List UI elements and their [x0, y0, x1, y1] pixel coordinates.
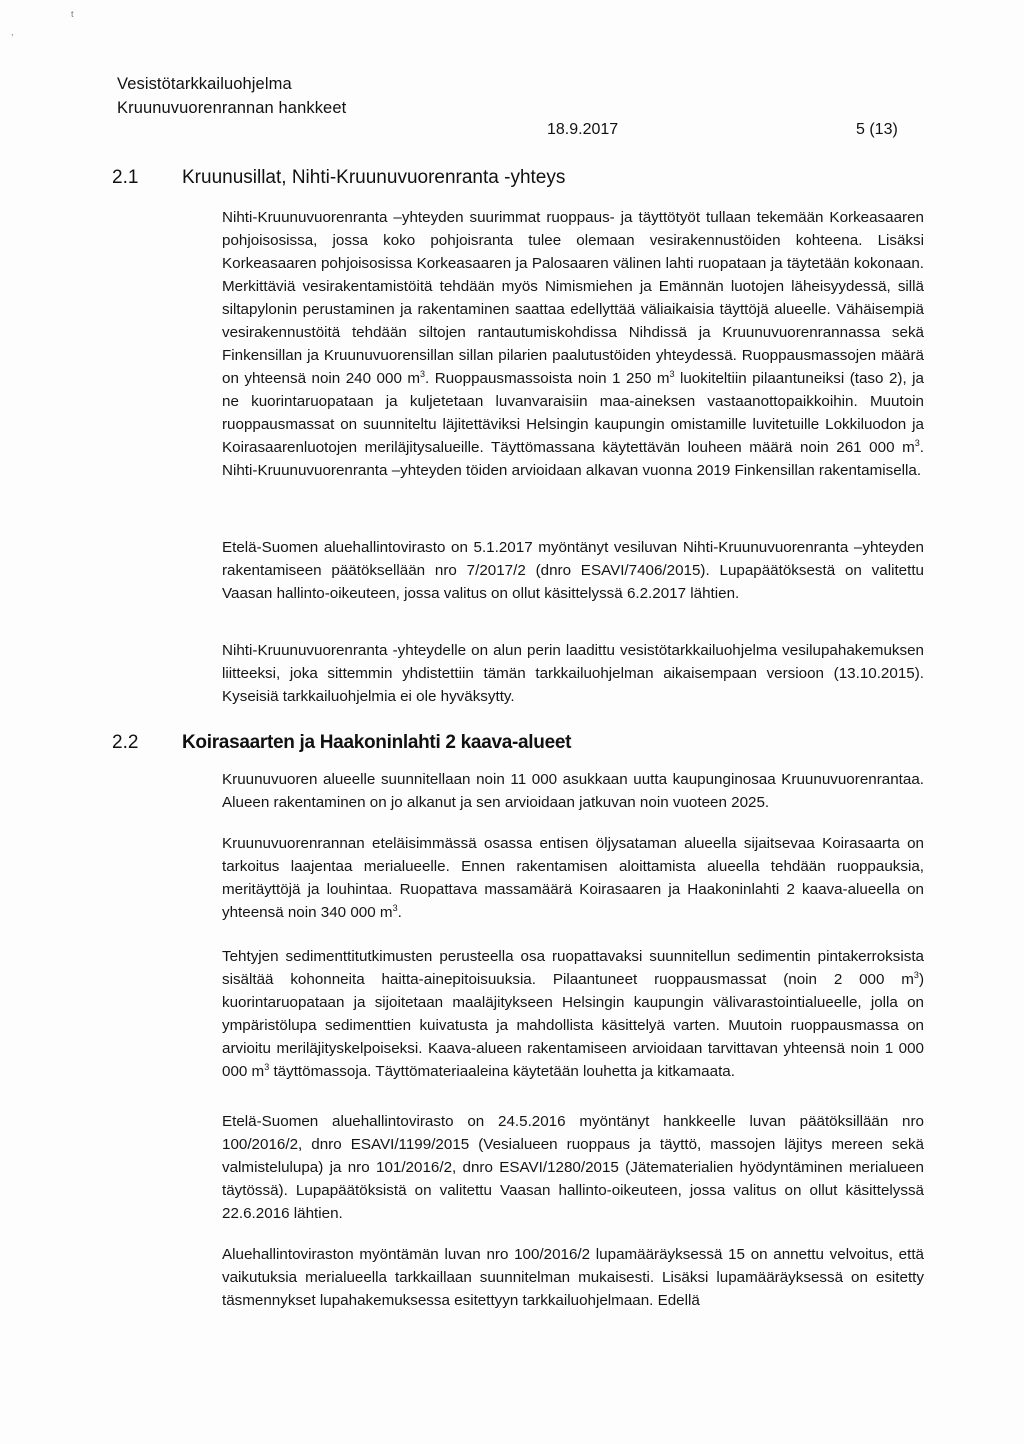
project-title: Kruunuvuorenrannan hankkeet	[117, 99, 347, 117]
section-title: Kruunusillat, Nihti-Kruunuvuorenranta -yhteys	[182, 167, 566, 188]
paragraph: Nihti-Kruunuvuorenranta –yhteyden suurimmat ruoppaus- ja täyttötyöt tullaan tekemään Korkeasaaren pohjoisosissa, jossa koko pohjoisranta tulee olemaan vesirakennustöiden kohteena. Lisäksi Korkeasaaren pohjoisosissa Korkeasaaren ja Palosaaren välinen lahti ruopataan ja täytetään kokonaan. Merkittäviä vesirakentamistöitä tehdään myös Nimismiehen ja Emännän luotojen läheisyydessä, sillä siltapylonin perustaminen ja rakentaminen saattaa edellyttää väliaikaisia täyttöjä alueelle. Vähäisempiä vesirakennustöitä tehdään siltojen rantautumiskohdissa Nihdissä ja Kruunuvuorenrannassa sekä Finkensillan ja Kruunuvuorensillan sillan pilarien paalutustöiden yhteydessä. Ruoppausmassojen määrä on yhteensä noin 240 000 $m^3$. Ruoppausmassoista noin 1 250 $m^3$ luokiteltiin pilaantuneiksi (taso 2), ja ne kuorintaruopataan ja kuljetetaan luvanvaraisiin maa-aineksen vastaanottopaikkoihin. Muutoin ruoppausmassat on suunniteltu läjitettäviksi Helsingin kaupungin omistamille luvitetuille Lokkiluodon ja Koirasaarenluotojen meriläjitysalueille. Täyttömassana käytettävän louheen määrä noin 261 000 $m^3$. Nihti-Kruunuvuorenranta –yhteyden töiden arvioidaan alkavan vuonna 2019 Finkensillan rakentamisella.	[222, 209, 924, 479]
section-number: 2.1	[112, 167, 139, 188]
scan-mark: t	[71, 9, 74, 19]
paragraph: Kruunuvuorenrannan eteläisimmässä osassa entisen öljysataman alueella sijaitsevaa Koirasaarta on tarkoitus laajentaa merialueelle. Ennen rakentamisen aloittamista alueella tehdään ruoppauksia, meritäyttöjä ja louhintaa. Ruopattava massamäärä Koirasaaren ja Haakoninlahti 2 kaava-alueella on yhteensä noin 340 000 $m^3$.	[222, 835, 924, 921]
paragraph: Tehtyjen sedimenttitutkimusten perusteella osa ruopattavaksi suunnitellun sedimentin pintakerroksista sisältää kohonneita haitta-ainepitoisuuksia. Pilaantuneet ruoppausmassat (noin 2 000 $m^3$) kuorintaruopataan ja sijoitetaan maaläjitykseen Helsingin kaupungin välivarastointialueelle, jolla on ympäristölupa sedimenttien kuivatusta ja mahdollista käsittelyä varten. Muutoin ruoppausmassa on arvioitu meriläjityskelpoiseksi. Kaava-alueen rakentamiseen arvioidaan tarvittavan yhteensä noin 1 000 000 $m^3$ täyttömassoja. Täyttömateriaaleina käytetään louhetta ja kitkamaata.	[222, 948, 924, 1080]
paragraph: Etelä-Suomen aluehallintovirasto on 24.5.2016 myöntänyt hankkeelle luvan päätöksillään nro 100/2016/2, dnro ESAVI/1199/2015 (Vesialueen ruoppaus ja täyttö, massojen läjitys mereen sekä valmistelulupa) ja nro 101/2016/2, dnro ESAVI/1280/2015 (Jätematerialien hyödyntäminen merialueen täytössä). Lupapäätöksistä on valitettu Vaasan hallinto-oikeuteen, jossa valitus on ollut käsittelyssä 22.6.2016 lähtien.	[222, 1113, 924, 1222]
page-number: 5 (13)	[856, 121, 898, 138]
document-date: 18.9.2017	[547, 121, 619, 138]
section-title: Koirasaarten ja Haakoninlahti 2 kaava-alueet	[182, 732, 572, 753]
paragraph: Nihti-Kruunuvuorenranta -yhteydelle on alun perin laadittu vesistötarkkailuohjelma vesilupahakemuksen liitteeksi, joka sittemmin yhdistettiin tämän tarkkailuohjelman aikaisempaan versioon (13.10.2015). Kyseisiä tarkkailuohjelmia ei ole hyväksytty.	[222, 642, 924, 705]
program-title: Vesistötarkkailuohjelma	[117, 75, 292, 93]
paragraph: Kruunuvuoren alueelle suunnitellaan noin 11 000 asukkaan uutta kaupunginosaa Kruunuvuorenrantaa. Alueen rakentaminen on jo alkanut ja sen arvioidaan jatkuvan noin vuoteen 2025.	[222, 771, 924, 811]
paragraph: Etelä-Suomen aluehallintovirasto on 5.1.2017 myöntänyt vesiluvan Nihti-Kruunuvuorenranta –yhteyden rakentamiseen päätöksellään nro 7/2017/2 (dnro ESAVI/7406/2015). Lupapäätöksestä on valitettu Vaasan hallinto-oikeuteen, jossa valitus on ollut käsittelyssä 6.2.2017 lähtien.	[222, 539, 924, 602]
document-header	[117, 72, 346, 120]
scan-mark: ,	[11, 27, 14, 37]
paragraph: Aluehallintoviraston myöntämän luvan nro 100/2016/2 lupamääräyksessä 15 on annettu velvoitus, että vaikutuksia merialueella tarkkaillaan suunnitelman mukaisesti. Lisäksi lupamääräyksessä on esitetty täsmennykset lupahakemuksessa esitettyyn tarkkailuohjelmaan. Edellä	[222, 1246, 924, 1309]
section-number: 2.2	[112, 732, 139, 753]
